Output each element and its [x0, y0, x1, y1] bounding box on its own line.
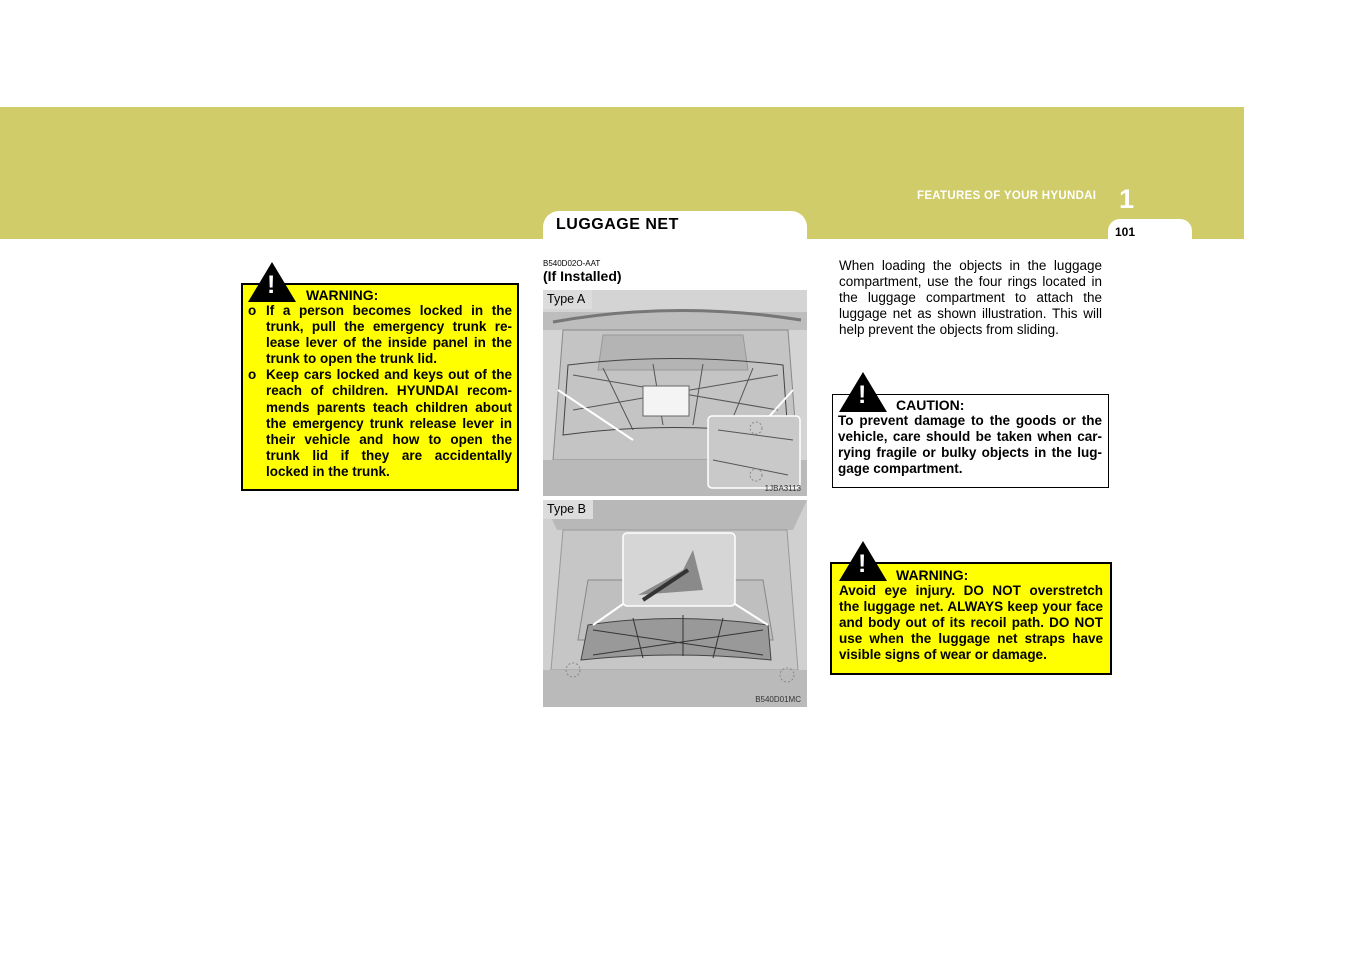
warning-text: Avoid eye injury. DO NOT overstretch the luggage net. ALWAYS keep your face and body out of its recoil path. DO NOT use when the luggage net straps have visible signs of wear or damage. — [839, 583, 1103, 663]
section-title: LUGGAGE NET — [556, 216, 679, 233]
list-item: o Keep cars locked and keys out of the reach of children. HYUNDAI recom-mends parents teach children about the emergency trunk release lever in their vehicle and how to open the trunk lid if they are accidentally locked in the trunk. — [248, 367, 512, 479]
luggage-net-description: When loading the objects in the luggage compartment, use the four rings located in the luggage compartment to attach the luggage net as shown illustration. This will help prevent the objects from sliding. — [839, 258, 1102, 338]
warning-label: WARNING: — [896, 567, 969, 583]
list-item: o If a person becomes locked in the trunk, pull the emergency trunk re-lease lever of the inside panel in the trunk to open the trunk lid. — [248, 303, 512, 367]
header-section-title: FEATURES OF YOUR HYUNDAI — [917, 190, 1097, 202]
page-number: 101 — [1115, 225, 1136, 239]
chapter-number: 1 — [1119, 184, 1135, 214]
image-type-label: Type B — [543, 500, 593, 519]
trunk-net-illustration-a — [543, 290, 807, 496]
section-code: B540D02O-AAT — [543, 259, 601, 268]
trunk-net-illustration-b — [543, 500, 807, 707]
warning-bullet-list — [248, 303, 512, 480]
caution-label: CAUTION: — [896, 397, 965, 413]
exclamation-triangle-icon: ! — [248, 262, 296, 302]
trunk-image-type-b — [543, 500, 807, 707]
warning-label: WARNING: — [306, 287, 379, 303]
image-code: 1JBA3113 — [764, 484, 801, 493]
warning-box-trunk — [241, 283, 519, 491]
image-code: B540D01MC — [755, 695, 801, 704]
trunk-image-type-a — [543, 290, 807, 496]
section-subtitle: (If Installed) — [543, 268, 622, 284]
caution-text: To prevent damage to the goods or the vehicle, care should be taken when car-rying fragile or bulky objects in the lug-gage compartment. — [838, 413, 1102, 477]
exclamation-triangle-icon: ! — [839, 372, 887, 412]
image-type-label: Type A — [543, 290, 592, 309]
exclamation-triangle-icon: ! — [839, 541, 887, 581]
